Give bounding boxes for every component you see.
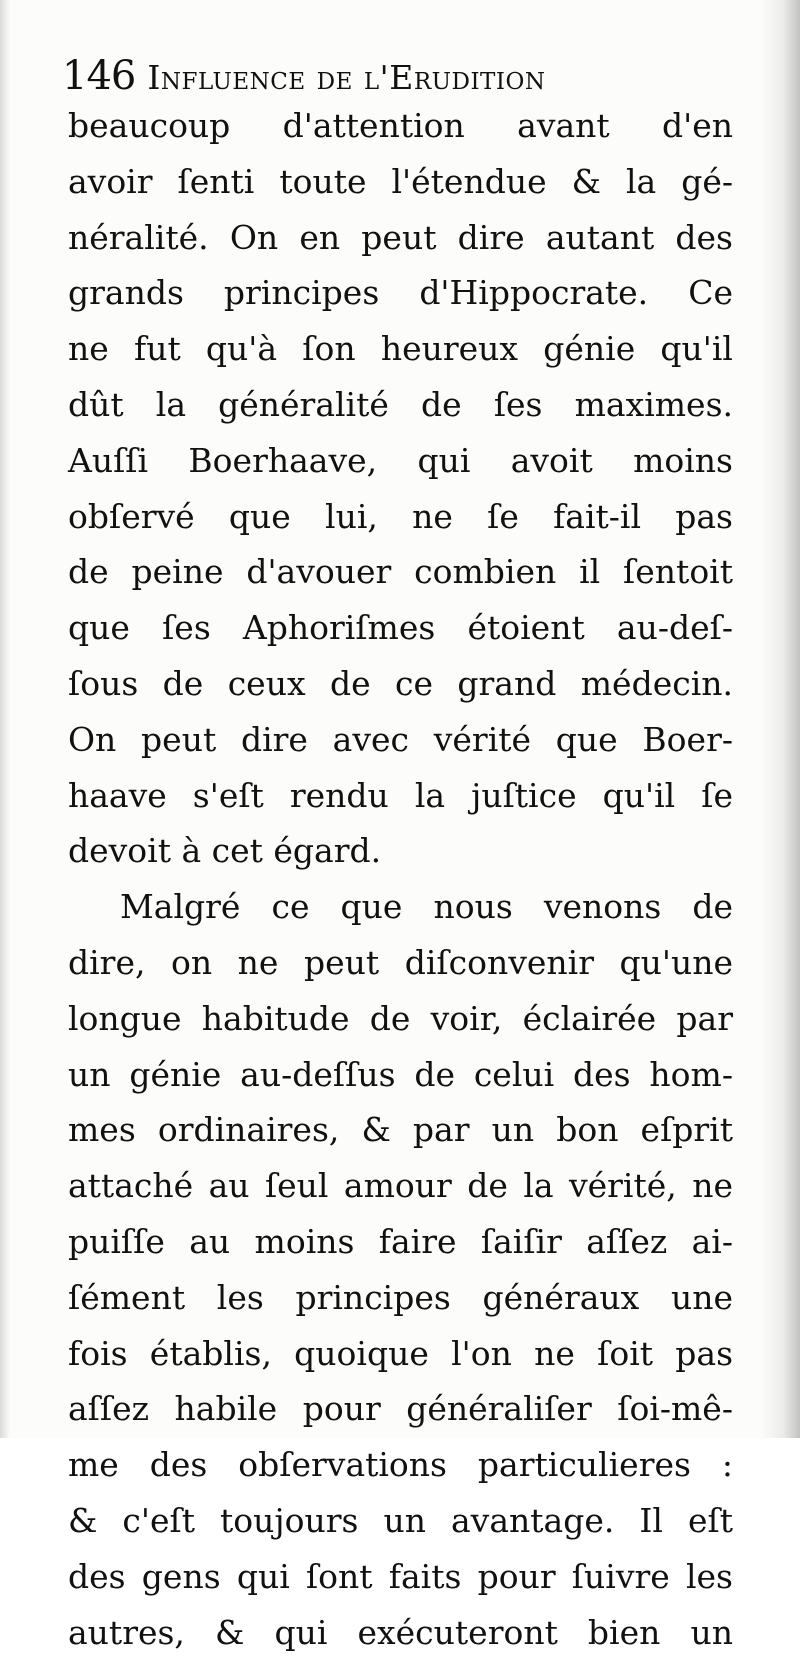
- text-line: grands principes d'Hippocrate. Ce: [68, 273, 733, 313]
- text-line: fois établis, quoique l'on ne ſoit pas: [68, 1333, 733, 1373]
- text-line: ſous de ceux de ce grand médecin.: [68, 663, 733, 703]
- paragraph-end-line: devoit à cet égard.: [68, 831, 382, 871]
- text-line: avoir ſenti toute l'étendue & la gé-: [68, 161, 733, 201]
- text-line: des gens qui ſont faits pour ſuivre les: [68, 1556, 733, 1596]
- page-gutter-shadow: [762, 0, 800, 1438]
- text-line: mes ordinaires, & par un bon eſprit: [68, 1110, 733, 1150]
- page-number: 146: [62, 53, 136, 99]
- text-line: puiſſe au moins faire ſaiſir aſſez ai-: [68, 1221, 733, 1261]
- page-left-shadow: [0, 0, 10, 1438]
- text-line: me des obſervations particulieres :: [68, 1445, 733, 1485]
- text-line: de peine d'avouer combien il ſentoit: [68, 552, 733, 592]
- text-line: aſſez habile pour généraliſer ſoi-mê-: [68, 1389, 733, 1429]
- text-line: beaucoup d'attention avant d'en: [68, 106, 733, 145]
- text-line: On peut dire avec vérité que Boer-: [68, 719, 733, 759]
- text-line: néralité. On en peut dire autant des: [68, 217, 733, 257]
- text-line: que ſes Aphoriſmes étoient au-deſ-: [68, 608, 733, 648]
- text-line: ſément les principes généraux une: [68, 1277, 733, 1317]
- text-line: haave s'eſt rendu la juſtice qu'il ſe: [68, 775, 733, 815]
- text-line: Auſſi Boerhaave, qui avoit moins: [68, 440, 733, 480]
- running-header: [62, 48, 742, 104]
- text-line: attaché au ſeul amour de la vérité, ne: [68, 1166, 733, 1206]
- text-line: longue habitude de voir, éclairée par: [68, 998, 733, 1038]
- text-line: un génie au-deſſus de celui des hom-: [68, 1054, 733, 1094]
- running-title: Influence de l'Erudition: [147, 58, 546, 97]
- paragraph-start-line: Malgré ce que nous venons de: [120, 887, 733, 927]
- text-line: dire, on ne peut diſconvenir qu'une: [68, 942, 733, 982]
- text-line: dût la généralité de ſes maximes.: [68, 384, 733, 424]
- text-line: autres, & qui exécuteront bien un: [68, 1612, 733, 1652]
- text-line: ne fut qu'à ſon heureux génie qu'il: [68, 329, 733, 369]
- body-text: [68, 98, 733, 1660]
- text-line: & c'eſt toujours un avantage. Il eſt: [68, 1500, 733, 1540]
- text-line: obſervé que lui, ne ſe fait-il pas: [68, 496, 733, 536]
